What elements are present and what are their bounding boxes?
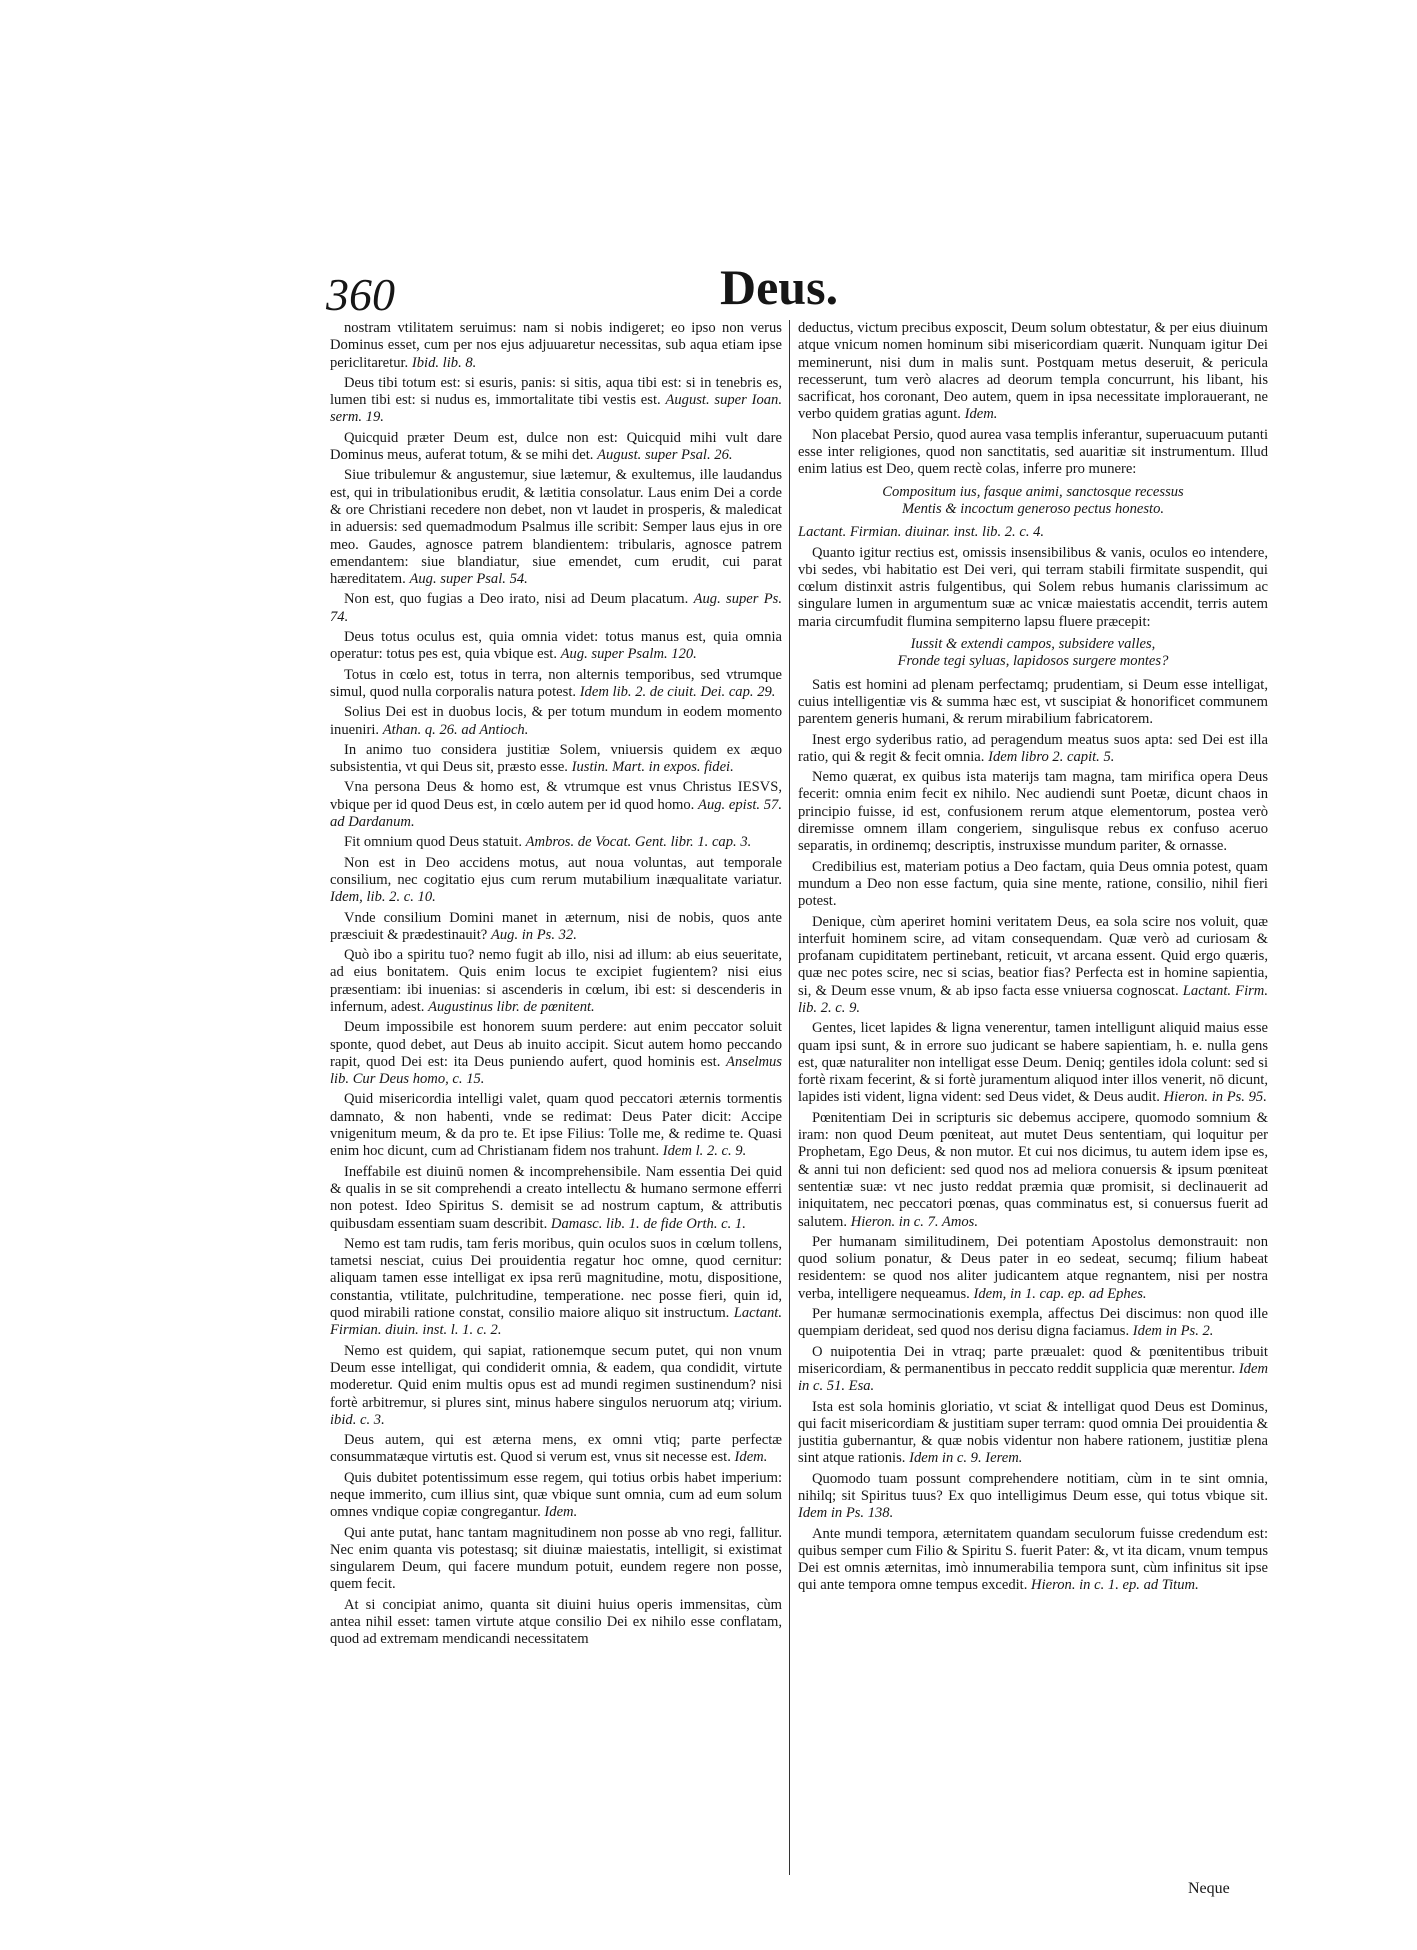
quotation-text: Credibilius est, materiam potius a Deo factam, quia Deus omnia potest, quam mundum a Deo non esse factum, quia sine mente, ratione, consilio, nihil fieri potest. [798,858,1268,910]
source-citation: Idem, lib. 2. c. 10. [330,889,436,906]
quotation-text: Denique, cùm aperiret homini veritatem Deus, ea sola scire nos voluit, quæ interfuit hominem scire, ad vitam consequendam. Quæ verò ad curiosam & profanam cupiditatem pertinebant, reticuit, vt arcana essent. Quid ergo quæris, quæ nec potes scire, nec si scias, beatior fias? Perfecta est in homine sapientia, si, & Deum esse vnum, & ab ipso facta esse vniuersa cognoscat. [798,913,1268,999]
quotation-paragraph [330,430,782,465]
quotation-paragraph [798,1110,1268,1231]
quotation-paragraph [330,1525,782,1594]
quotation-paragraph [798,1344,1268,1396]
quotation-paragraph [330,947,782,1016]
source-citation: August. super Ioan. serm. 19. [330,392,782,426]
quotation-text: Deus tibi totum est: si esuris, panis: si sitis, aqua tibi est: si in tenebris es, lumen tibi est: si nudus es, immortalitate tibi vestis est. [330,374,782,409]
quotation-text: Vnde consilium Domini manet in æternum, nisi de nobis, quos ante præsciuit & prædestinauit? [330,909,782,943]
quotation-paragraph [798,1020,1268,1106]
source-citation: Aug. epist. 57. ad Dardanum. [330,796,782,831]
verse-line: Compositum ius, fasque animi, sanctosque recessus [882,483,1184,500]
quotation-text: nostram vtilitatem seruimus: nam si nobis indigeret; eo ipso non verus Dominus esset, cum per nos ejus adjuuaretur necessitas, sub aqua etiam ipse periclitaretur. [330,320,782,371]
quotation-paragraph [798,914,1268,1018]
source-citation: Iustin. Mart. in expos. fidei. [571,759,734,776]
quotation-paragraph [330,1091,782,1160]
quotation-paragraph [330,910,782,945]
source-citation: ibid. c. 3. [330,1411,385,1428]
source-citation: Idem. [964,406,998,423]
quotation-text: Fit omnium quod Deus statuit. [344,834,522,851]
verse-line: Mentis & incoctum generoso pectus honesto. [901,500,1165,517]
quotation-paragraph [798,732,1268,767]
quotation-text: Deus autem, qui est æterna mens, ex omni vtiq; parte perfectæ consummatæque virtutis est. Quod si verum est, vnus sit necesse est. [330,1432,782,1466]
quotation-paragraph [330,667,782,702]
quotation-text: Nemo quærat, ex quibus ista materijs tam magna, tam mirifica opera Deus fecerit: omnia enim fecit ex nihilo. Nec audiendi sunt Poetæ, dicunt chaos in principio fuisse, id est, confusionem rerum atque elementorum, postea verò diremisse omnem illam congeriem, singulisque rebus ex confuso aceruo separatis, in ordinemq; descriptis, instruxisse mundum pariter, & ornasse. [798,769,1268,855]
quotation-text: O nuipotentia Dei in vtraq; parte præualet: quod & pœnitentibus tribuit misericordiam, & permanentibus in peccato reddit supplicia quæ merentur. [798,1343,1268,1377]
quotation-text: Deus totus oculus est, quia omnia videt: totus manus est, quia omnia operatur: totus pes est, quia vbique est. [330,629,782,663]
quotation-text: Quid misericordia intelligi valet, quam quod peccatori æternis tormentis damnato, & non habenti, vnde se redimat: Deus Pater dicit: Accipe vnigenitum meum, & da pro te. Et ipse Filius: Tolle me, & redime te. Quasi enim hoc dicunt, cum ad Christianam fidem nos trahunt. [330,1091,782,1160]
source-citation: Aug. super Psal. 54. [409,571,528,588]
quotation-paragraph [330,1470,782,1522]
quotation-paragraph [330,855,782,907]
quotation-text: Nemo est quidem, qui sapiat, rationemque secum putet, qui non vnum Deum esse intelligat, qui condiderit omnia, & eadem, qua condidit, virtute moderetur. Quid enim multis opus est ad mundi regimen sustinendum? nisi fortè arbitremur, si plures sint, minus habere singulos neruorum atq; virium. [330,1342,782,1411]
source-citation: Aug. super Psalm. 120. [560,646,697,663]
quotation-text: Ista est sola hominis gloriatio, vt sciat & intelligat quod Deus est Dominus, qui facit misericordiam & justitiam super terram: quod omnia Dei prouidentia & justitia gubernantur, & quæ nobis videntur non habere rationem, justitiæ plena sint atque rationis. [798,1398,1268,1467]
source-citation: Idem in c. 51. Esa. [798,1360,1268,1395]
quotation-text: Quanto igitur rectius est, omissis insensibilibus & vanis, oculos eo intendere, vbi sedes, vbi habitatio est Dei veri, qui terram stabili firmitate suspendit, qui cœlum distinxit astris fulgentibus, qui Solem rebus humanis clarissimum ac singulare lumen in argumentum suæ ac vnicæ maiestatis accendit, terris autem maria circumfudit flumina sempiterno lapsu fluere præcepit: [798,544,1268,630]
quotation-paragraph [330,467,782,588]
quotation-text: Vna persona Deus & homo est, & vtrumque est vnus Christus IESVS, vbique per id quod Deus est, in cœlo autem per id quod homo. [330,779,782,813]
page-number: 360 [326,269,395,320]
source-citation: Lactant. Firmian. diuinar. inst. lib. 2. c. 4. [798,524,1045,541]
quotation-paragraph [330,704,782,739]
quotation-text: Satis est homini ad plenam perfectamq; prudentiam, si Deum esse intelligat, cuius intelligentiæ vis & summa hæc est, vt suscipiat & honorificet communem parentem generis humani, & rerum mirabilium fabricatorem. [798,676,1268,728]
quotation-paragraph [330,1019,782,1088]
quotation-text: Siue tribulemur & angustemur, siue lætemur, & exultemus, ille laudandus est, qui in tribulationibus erudit, & lætitia consolatur. Laus enim Dei a corde & ore Christiani recedere non debet, non vt laudet in prosperis, & maledicat in aduersis: sed quemadmodum Psalmus ille scribit: Semper laus ejus in ore meo. Gaudes, agnosce patrem blandientem: tribularis, agnosce patrem emendantem: siue blandiatur, siue emendet, cum erudit, cui parat hæreditatem. [330,467,782,588]
source-citation: Idem in c. 9. Ierem. [909,1450,1023,1467]
quotation-paragraph [330,1343,782,1429]
verse-line: Fronde tegi syluas, lapidosos surgere montes? [897,653,1169,670]
quotation-paragraph [798,1526,1268,1595]
source-citation: Aug. in Ps. 32. [490,926,577,943]
source-citation: Ibid. lib. 8. [411,354,477,371]
quotation-paragraph [330,1164,782,1233]
quotation-paragraph [798,320,1268,424]
quotation-paragraph [330,1236,782,1340]
source-citation: Idem, in 1. cap. ep. ad Ephes. [973,1285,1147,1302]
source-citation: Aug. super Ps. 74. [330,591,782,625]
running-head-title: Deus. [720,259,839,315]
quotation-paragraph [330,779,782,831]
quotation-paragraph [330,742,782,777]
verse-quotation [798,636,1268,671]
quotation-text: Gentes, licet lapides & ligna venerentur, tamen intelligunt aliquid maius esse quam ipsi sunt, & in errore suo judicant se habere sapientiam, h. e. nulla gens est, quæ naturaliter non intelligat esse Deum. Deniq; gentiles idola colunt: sed si fortè rixam fecerint, & si fortè juramentum aliquod inter illos venerit, nō dicunt, lapides isti vident, ligna vident: sed Deus videt, & Deus audit. [798,1020,1268,1106]
quotation-paragraph [798,524,1268,541]
source-citation: Idem lib. 2. de ciuit. Dei. cap. 29. [579,683,776,700]
column-divider [789,320,790,1875]
quotation-paragraph [330,591,782,626]
source-citation: Damasc. lib. 1. de fide Orth. c. 1. [550,1215,746,1232]
quotation-text: Per humanam similitudinem, Dei potentiam Apostolus demonstrauit: non quod solium ponatur, & Deus pater in eo sedeat, secumq; filium habeat residentem: se quod nos aliter judicantem atque regnantem, nisi per nostra verba, intelligere nequeamus. [798,1233,1268,1302]
quotation-text: deductus, victum precibus exposcit, Deum solum obtestatur, & per eius diuinum atque vnicum nomen hominum sibi misericordiam quærit. Nunquam igitur Dei meminerunt, nisi dum in malis sunt. Postquam metus deseruit, & pericula recesserunt, tum verò alacres ad deorum templa concurrunt, his libant, his sacrificat, hos coronant, Deo autem, quem in ipsa necessitate implorauerant, ne verbo quidem gratias agunt. [798,320,1268,423]
source-citation: August. super Psal. 26. [597,447,733,464]
right-column [798,320,1268,1880]
quotation-text: Nemo est tam rudis, tam feris moribus, quin oculos suos in cœlum tollens, tametsi nesciat, cuius Dei prouidentia regatur hoc omne, quod cernitur: aliquam tamen esse intelligat ex ipsa rerū magnitudine, motu, dispositione, constantia, vtilitate, pulchritudine, temperatione. nec posse fieri, quin id, quod mirabili ratione constat, consilio maiore aliquo sit instructum. [330,1235,782,1322]
quotation-paragraph [330,834,782,851]
quotation-paragraph [798,1399,1268,1468]
quotation-paragraph [330,320,782,372]
left-column [330,320,782,1880]
verse-line: Iussit & extendi campos, subsidere valles, [910,636,1156,653]
source-citation: Hieron. in Ps. 95. [1163,1089,1267,1106]
quotation-paragraph [798,427,1268,479]
source-citation: Idem in Ps. 138. [798,1505,894,1522]
source-citation: Lactant. Firmian. diuin. inst. l. 1. c. 2. [330,1305,782,1339]
quotation-text: Quicquid præter Deum est, dulce non est: Quicquid mihi vult dare Dominus meus, auferat totum, & se mihi det. [330,429,782,464]
quotation-text: At si concipiat animo, quanta sit diuini huius operis immensitas, cùm antea nihil esset: tamen virtute atque consilio Dei ex nihilo esse conflatam, quod ad extremam mendicandi necessitatem [330,1596,782,1648]
quotation-text: Totus in cœlo est, totus in terra, non alternis temporibus, sed vtrumque simul, quod nulla corporalis natura potest. [330,666,782,700]
quotation-text: Ante mundi tempora, æternitatem quandam seculorum fuisse credendum est: quibus semper cum Filio & Spiritu S. fuerit Pater: &, vt ita dicam, vnum tempus Dei est omnis æternitas, imò innumerabilia tempora sunt, cùm infinitus sit ipse qui ante tempora omne tempus excedit. [798,1525,1268,1594]
source-citation: Idem. [734,1449,768,1466]
source-citation: Idem in Ps. 2. [1132,1323,1214,1340]
source-citation: Idem. [544,1504,578,1521]
quotation-text: In animo tuo considera justitiæ Solem, vniuersis quidem ex æquo subsistentia, vt qui Deus sit, præsto esse. [330,741,782,776]
quotation-paragraph [798,859,1268,911]
catchword: Neque [1188,1880,1230,1897]
quotation-text: Solius Dei est in duobus locis, & per totum mundum in eodem momento inueniri. [330,704,782,738]
quotation-text: Non est in Deo accidens motus, aut noua voluntas, aut temporale consilium, nec cogitatio ejus cum rerum mutabilium inæqualitate variatur. [330,854,782,888]
quotation-paragraph [798,1234,1268,1303]
quotation-text: Pœnitentiam Dei in scripturis sic debemus accipere, quomodo somnium & iram: non quod Deum pœniteat, aut mutet Deus sententiam, qui loquitur per Prophetam, Ego Deus, & non mutor. Et cui nos dicimus, tu autem idem ipse es, & anni tui non deficient: sed quod nos ad meliora conuersis & ipsum pœniteat sententiæ suæ: vt nec justo reddat præmia quæ promisit, si declinauerit ad iniquitatem, nec peccatori pœnas, quas comminatus est, si conuersus fuerit ad salutem. [798,1109,1268,1230]
quotation-paragraph [330,1597,782,1649]
source-citation: Athan. q. 26. ad Antioch. [382,721,529,738]
quotation-text: Per humanæ sermocinationis exempla, affectus Dei discimus: non quod ille quempiam derideat, sed quod nos derisu digna faciamus. [798,1306,1268,1340]
quotation-text: Quò ibo a spiritu tuo? nemo fugit ab illo, nisi ad illum: ab eius seueritate, ad eius bonitatem. Quis enim locus te excipiet fugientem? nisi eius præsentiam: ibi inuenias: si ascenderis in cœlum, ibi est: si descenderis in infernum, adest. [330,947,782,1015]
verse-quotation [798,484,1268,519]
quotation-text: Ineffabile est diuinū nomen & incomprehensibile. Nam essentia Dei quid & qualis in se sit comprehendi a creato intellectu & humano sermone efferri non potest. Ideo Spiritus S. demisit se ad nostrum captum, & attributis quibusdam essentiam suam describit. [330,1163,782,1232]
quotation-text: Non est, quo fugias a Deo irato, nisi ad Deum placatum. [344,591,689,608]
quotation-paragraph [798,545,1268,631]
quotation-text: Quomodo tuam possunt comprehendere notitiam, cùm in te sint omnia, nihilq; sit Spiritus tuus? Ex quo intelligimus Deum esse, qui totus vbique sit. [798,1470,1268,1504]
quotation-paragraph [330,375,782,427]
source-citation: Augustinus libr. de pœnitent. [428,998,595,1015]
quotation-paragraph [798,1471,1268,1523]
source-citation: Hieron. in c. 1. ep. ad Titum. [1031,1577,1199,1594]
quotation-text: Non placebat Persio, quod aurea vasa templis inferantur, superuacuum putanti esse inter religiones, quod non sanctitatis, sed auaritiæ sit instrumentum. Illud enim latius est Deo, quem rectè colas, inferre pro munere: [798,426,1268,478]
quotation-paragraph [330,1432,782,1467]
quotation-paragraph [798,1306,1268,1341]
source-citation: Anselmus lib. Cur Deus homo, c. 15. [330,1053,782,1088]
quotation-text: Deum impossibile est honorem suum perdere: aut enim peccator soluit sponte, quod debet, aut Deus ab inuito accipit. Sicut autem homo peccando rapit, quod Dei est: ita Deus puniendo aufert, quod hominis est. [330,1019,782,1070]
source-citation: Hieron. in c. 7. Amos. [850,1213,978,1230]
source-citation: Idem libro 2. capit. 5. [988,748,1115,765]
source-citation: Lactant. Firm. lib. 2. c. 9. [798,982,1268,1016]
source-citation: Ambros. de Vocat. Gent. libr. 1. cap. 3. [525,834,752,851]
quotation-paragraph [798,769,1268,855]
quotation-paragraph [330,629,782,664]
quotation-text: Quis dubitet potentissimum esse regem, qui totius orbis habet imperium: neque immerito, cum illius sint, quæ vbique sunt omnia, cum ad eum solum omnes vndique copiæ congregantur. [330,1469,782,1521]
quotation-text: Qui ante putat, hanc tantam magnitudinem non posse ab vno regi, fallitur. Nec enim quanta vis potestasq; sit diuinæ maiestatis, intelligit, si existimat singularem Deum, qui facere mundum potuit, eundem regere non posse, quem fecit. [330,1524,782,1593]
quotation-paragraph [798,677,1268,729]
source-citation: Idem l. 2. c. 9. [662,1143,747,1160]
quotation-text: Inest ergo syderibus ratio, ad peragendum meatus suos apta: sed Dei est illa ratio, qui & regit & fecit omnia. [798,731,1268,765]
